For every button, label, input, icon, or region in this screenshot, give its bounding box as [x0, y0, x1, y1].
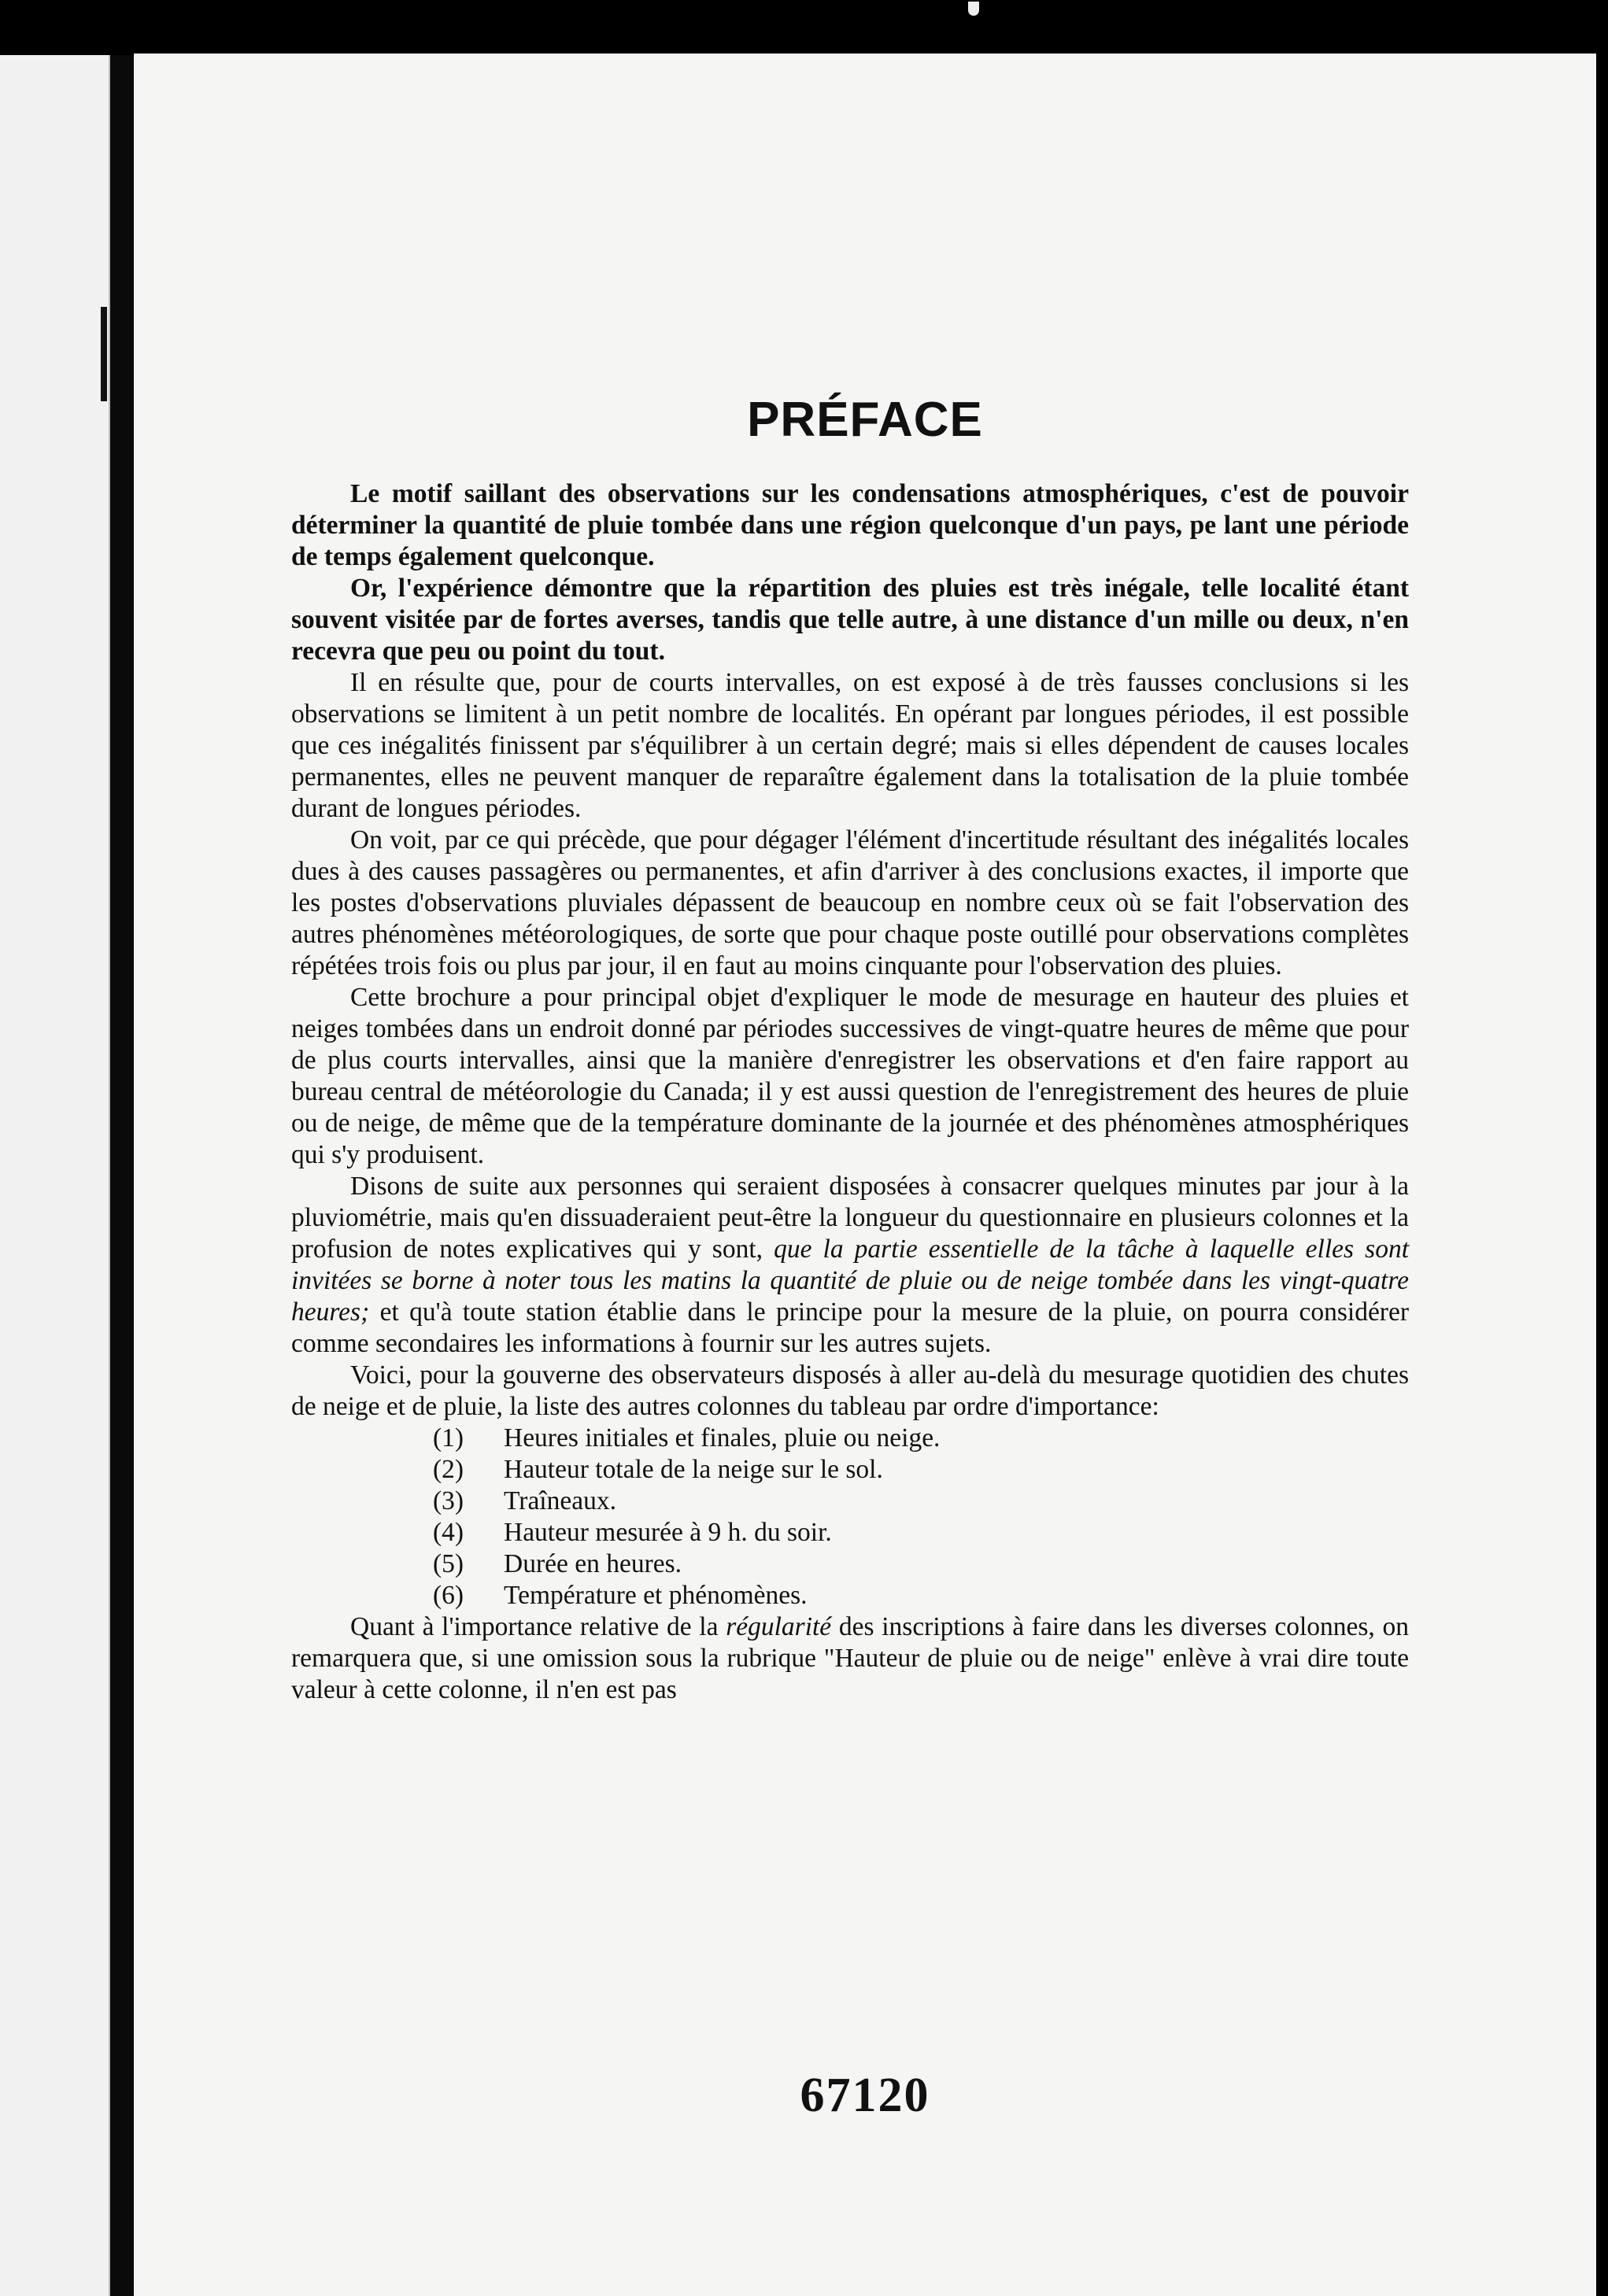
paragraph-6 [291, 1171, 1409, 1360]
list-item [433, 1549, 1409, 1580]
list-item-number: (3) [433, 1486, 464, 1515]
list-item [433, 1580, 1409, 1611]
list-item-text: Durée en heures. [504, 1549, 682, 1578]
paragraph-4: On voit, par ce qui précède, que pour dégager l'élément d'incertitude résultant des inégalités locales dues à des causes passagères ou permanentes, et afin d'arriver à des conclusions exactes, il importe que les postes d'observations pluviales dépassent de beaucoup en nombre ceux où se fait l'observation des autres phénomènes météorologiques, de sorte que pour chaque poste outillé pour observations complètes répétées trois fois ou plus par jour, il en faut au moins cinquante pour l'observation des pluies. [291, 825, 1409, 980]
scan-marker [968, 2, 979, 16]
list-item [433, 1486, 1409, 1517]
page-number: 67120 [800, 2069, 930, 2122]
list-item [433, 1423, 1409, 1454]
paragraph-6-start: Disons de suite aux personnes qui seraient disposées à consacrer quelques minutes par jour à la pluviométrie, mais qu'en dissuaderaient peut-être la longueur du questionnaire en plusieurs colonnes et la profusion de notes explicatives qui y sont, [291, 1172, 1409, 1264]
paragraph-3: Il en résulte que, pour de courts intervalles, on est exposé à de très fausses conclusions si les observations se limitent à un petit nombre de localités. En opérant par longues périodes, il est possible que ces inégalités finissent par s'équilibrer à un certain degré; mais si elles dépendent de causes locales permanentes, elles ne peuvent manquer de reparaître également dans la totalisation de la pluie tombée durant de longues périodes. [291, 668, 1409, 823]
paragraph-8-start: Quant à l'importance relative de la [350, 1612, 726, 1641]
list-item-text: Température et phénomènes. [504, 1581, 808, 1610]
paragraph-2: Or, l'expérience démontre que la répartition des pluies est très inégale, telle localité étant souvent visitée par de fortes averses, tandis que telle autre, à une distance d'un mille ou deux, n'en recevra que peu ou point du tout. [291, 574, 1409, 666]
preface-body [291, 478, 1409, 1706]
paragraph-6-italic: que la partie essentielle de la tâche à laquelle elles sont invitées se borne à noter tous les matins la quantité de pluie ou de neige tombée dans les vingt-quatre heures; [291, 1235, 1410, 1327]
list-item-text: Heures initiales et finales, pluie ou neige. [504, 1423, 941, 1453]
paragraph-1: Le motif saillant des observations sur les condensations atmosphériques, c'est de pouvoir déterminer la quantité de pluie tombée dans une région quelconque d'un pays, pe lant une période de temps également quelconque. [291, 479, 1409, 571]
paragraph-6-end: et qu'à toute station établie dans le principe pour la mesure de la pluie, on pourra considérer comme secondaires les informations à fournir sur les autres sujets. [291, 1297, 1409, 1358]
list-item-text: Traîneaux. [504, 1486, 616, 1515]
paragraph-8 [291, 1611, 1409, 1706]
page-title: PRÉFACE [747, 393, 983, 447]
list-item-text: Hauteur mesurée à 9 h. du soir. [504, 1518, 832, 1547]
list-item-text: Hauteur totale de la neige sur le sol. [504, 1455, 883, 1484]
document-page [134, 54, 1596, 2296]
binding-mark [101, 307, 107, 401]
list-item-number: (2) [433, 1455, 464, 1484]
paragraph-8-end: des inscriptions à faire dans les diverses colonnes, on remarquera que, si une omission sous la rubrique "Hauteur de pluie ou de neige" enlève à vrai dire toute valeur à cette colonne, il n'en est pas [291, 1612, 1410, 1704]
list-item [433, 1517, 1409, 1549]
facing-page-edge [0, 55, 110, 2296]
book-gutter [110, 55, 134, 2296]
columns-list [291, 1423, 1409, 1611]
paragraph-7: Voici, pour la gouverne des observateurs disposés à aller au-delà du mesurage quotidien des chutes de neige et de pluie, la liste des autres colonnes du tableau par ordre d'importance: [291, 1360, 1409, 1421]
list-item-number: (6) [433, 1581, 464, 1610]
list-item-number: (1) [433, 1423, 464, 1453]
paragraph-8-italic: régularité [726, 1612, 832, 1641]
paragraph-5: Cette brochure a pour principal objet d'expliquer le mode de mesurage en hauteur des pluies et neiges tombées dans un endroit donné par périodes successives de vingt-quatre heures de même que pour de plus courts intervalles, ainsi que la manière d'enregistrer les observations et d'en faire rapport au bureau central de météorologie du Canada; il y est aussi question de l'enregistrement des heures de pluie ou de neige, de même que de la température dominante de la journée et des phénomènes atmosphériques qui s'y produisent. [291, 983, 1409, 1169]
list-item-number: (5) [433, 1549, 464, 1578]
list-item-number: (4) [433, 1518, 464, 1547]
list-item [433, 1454, 1409, 1486]
